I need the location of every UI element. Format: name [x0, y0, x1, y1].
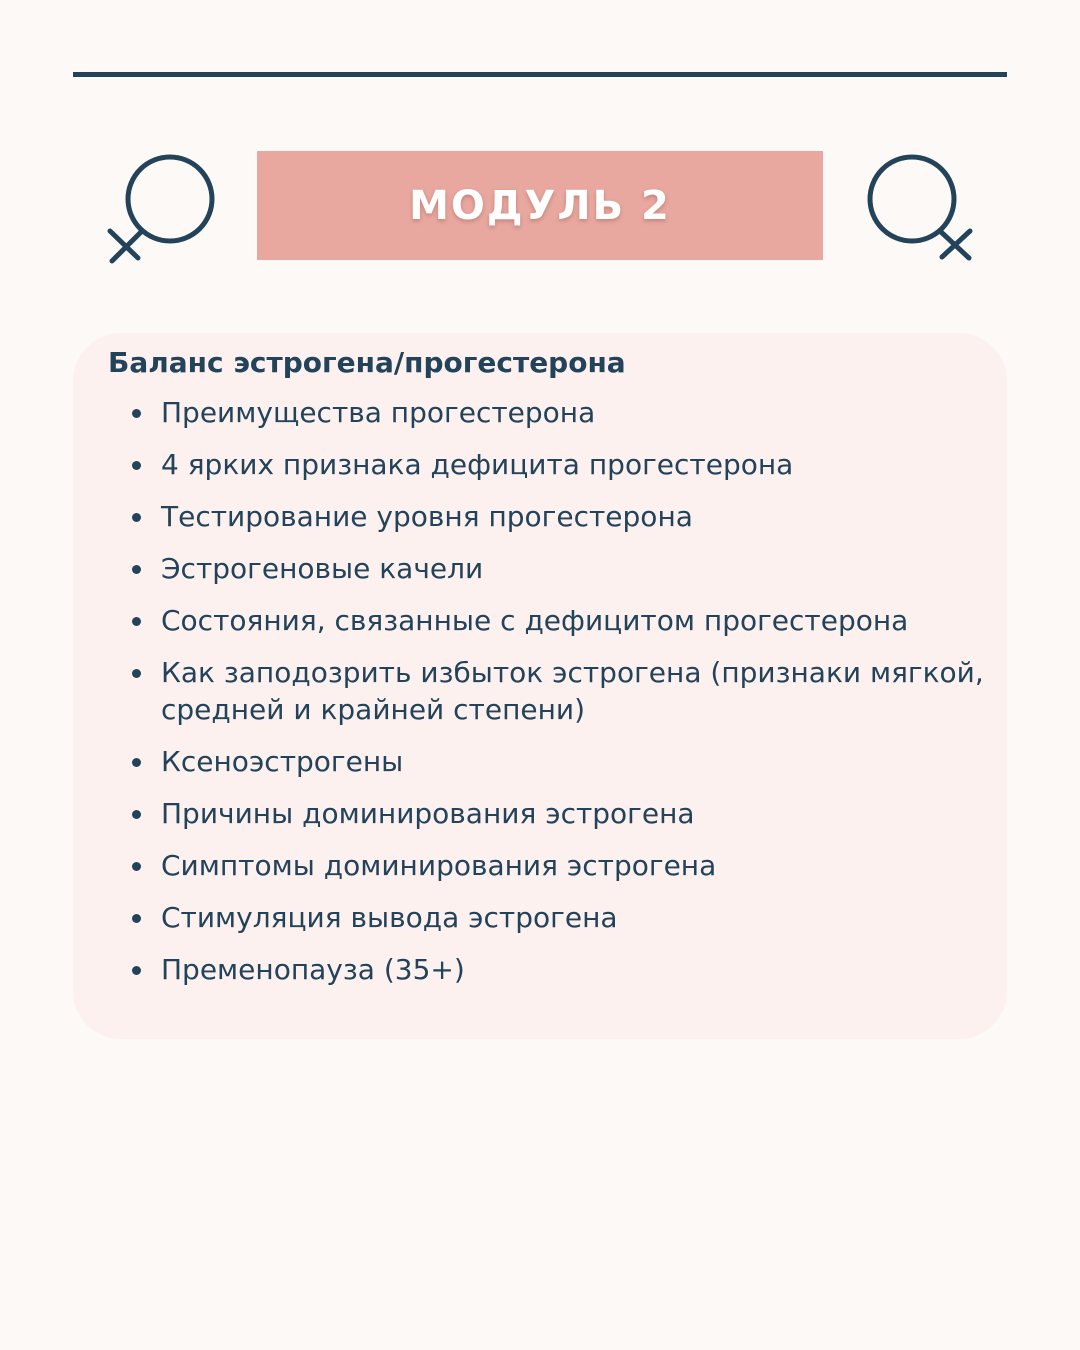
- bullet-icon: [132, 617, 141, 626]
- bullet-icon: [132, 461, 141, 470]
- bullet-icon: [132, 810, 141, 819]
- module-banner: [257, 151, 823, 260]
- list-item: [128, 951, 988, 988]
- venus-symbol-icon: [845, 145, 985, 285]
- venus-symbol-icon: [100, 145, 240, 285]
- list-item: [128, 602, 988, 639]
- list-item-text: Тестирование уровня прогестерона: [161, 500, 693, 533]
- list-item: [128, 498, 988, 535]
- bullet-icon: [132, 914, 141, 923]
- top-divider: [73, 72, 1007, 77]
- list-item-text: Симптомы доминирования эстрогена: [161, 849, 717, 882]
- list-item: [128, 654, 988, 728]
- bullet-icon: [132, 758, 141, 767]
- list-item-text: Причины доминирования эстрогена: [161, 797, 695, 830]
- list-item-text: Эстрогеновые качели: [161, 552, 484, 585]
- list-item: [128, 550, 988, 587]
- bullet-icon: [132, 966, 141, 975]
- topic-list: [128, 394, 988, 1003]
- section-title: Баланс эстрогена/прогестерона: [108, 346, 626, 379]
- list-item-text: Пременопауза (35+): [161, 953, 465, 986]
- list-item: [128, 394, 988, 431]
- list-item-text: Стимуляция вывода эстрогена: [161, 901, 618, 934]
- list-item-text: Ксеноэстрогены: [161, 745, 404, 778]
- module-title: МОДУЛЬ 2: [409, 182, 671, 229]
- bullet-icon: [132, 513, 141, 522]
- list-item-text: 4 ярких признака дефицита прогестерона: [161, 448, 794, 481]
- list-item: [128, 847, 988, 884]
- bullet-icon: [132, 862, 141, 871]
- list-item-text: Преимущества прогестерона: [161, 396, 596, 429]
- bullet-icon: [132, 565, 141, 574]
- bullet-icon: [132, 669, 141, 678]
- list-item: [128, 743, 988, 780]
- list-item: [128, 446, 988, 483]
- list-item: [128, 795, 988, 832]
- list-item-text: Состояния, связанные с дефицитом прогестерона: [161, 604, 909, 637]
- bullet-icon: [132, 409, 141, 418]
- list-item-text: Как заподозрить избыток эстрогена (признаки мягкой, средней и крайней степени): [161, 656, 984, 726]
- list-item: [128, 899, 988, 936]
